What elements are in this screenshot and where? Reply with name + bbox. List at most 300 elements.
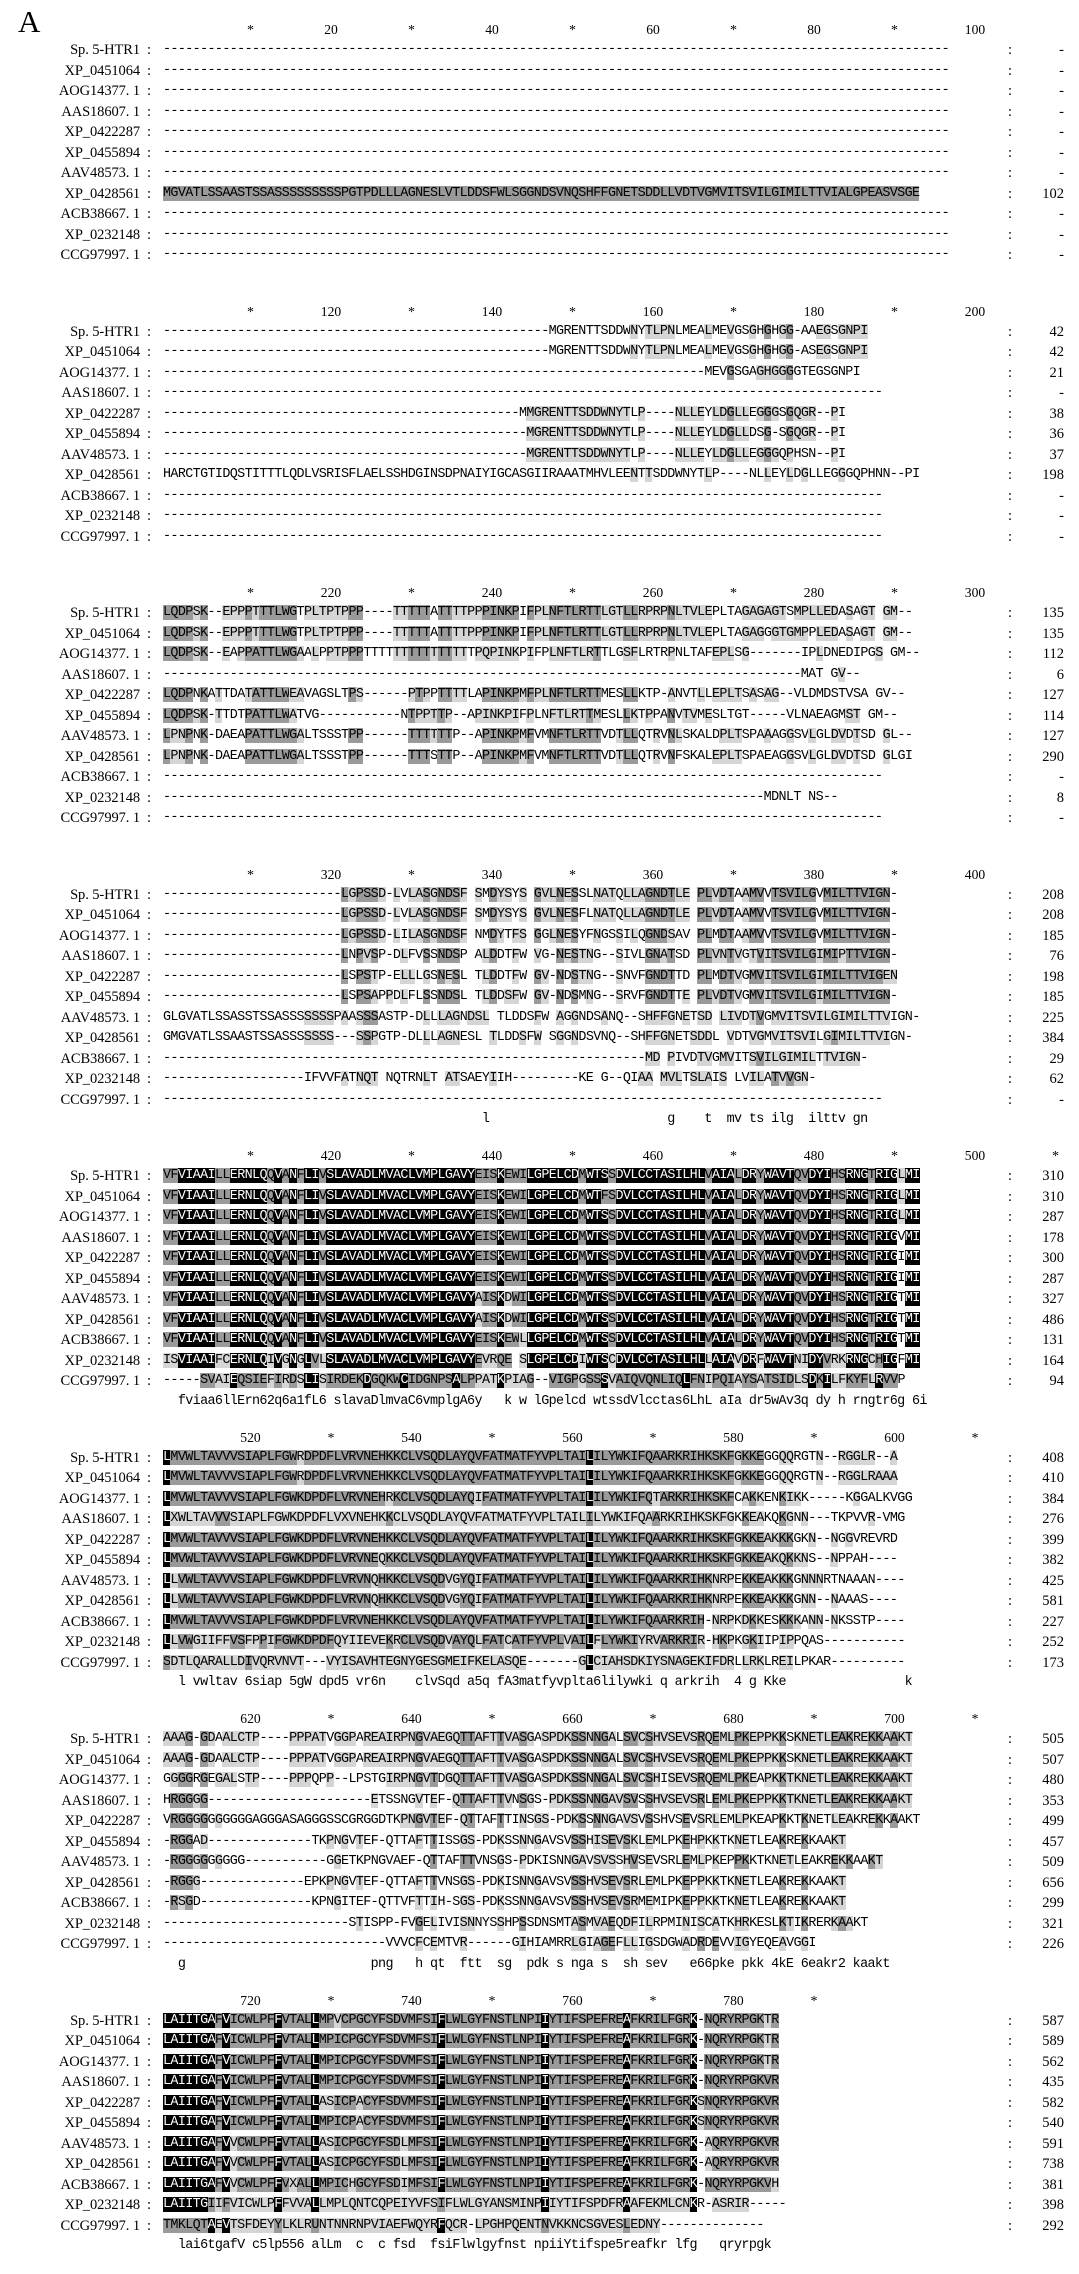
alignment-row (0, 1049, 1079, 1070)
row-separator-left: : (147, 1332, 152, 1348)
row-separator-left: : (147, 1229, 152, 1246)
sequence-residues: ---------------------------------------------------------------------------------------------------------- (163, 247, 950, 262)
row-separator-left: : (147, 1291, 152, 1307)
alignment-row (0, 1310, 1079, 1331)
row-separator-left: : (147, 1634, 152, 1650)
alignment-row (0, 644, 1079, 665)
residue-position-number: 738 (1042, 2156, 1064, 2172)
row-separator-left: : (147, 385, 152, 401)
row-separator-right: : (1008, 1915, 1013, 1932)
position-ruler (0, 22, 1079, 40)
ruler-tick-number: 600 (884, 1429, 905, 1445)
residue-position-number: 384 (1042, 1030, 1064, 1046)
consensus-spacer (0, 266, 1079, 286)
sequence-label: XP_0422287 (64, 405, 140, 422)
sequence-label: XP_0422287 (64, 968, 140, 985)
residue-position-number: - (1059, 385, 1064, 401)
residue-position-number: 505 (1042, 1731, 1064, 1747)
sequence-label: CCG97997. 1 (60, 2217, 140, 2234)
ruler-tick-star: * (891, 586, 898, 601)
row-separator-left: : (147, 1915, 152, 1932)
row-separator-right: : (1008, 1490, 1013, 1507)
sequence-label: ACB38667. 1 (60, 1613, 140, 1630)
alignment-row (0, 1591, 1079, 1612)
residue-position-number: 656 (1042, 1874, 1064, 1891)
position-ruler (0, 585, 1079, 603)
ruler-tick-star: * (810, 1430, 818, 1446)
ruler-tick-number: 260 (642, 585, 664, 600)
sequence-residues: ------------------------LSPSTP-ELLLGSNESL TLDDTFW GV-NDSTNG--SNVFGNDTTD PLMDTVGMVITSVILGIMILTTVIGEN (163, 968, 898, 984)
residue-position-number: 185 (1042, 927, 1064, 944)
ruler-tick-star: * (971, 1712, 979, 1727)
alignment-row (0, 706, 1079, 727)
residue-position-number: 36 (1049, 426, 1064, 442)
row-separator-right: : (1008, 605, 1013, 621)
row-separator-right: : (1008, 1813, 1013, 1829)
row-separator-left: : (147, 124, 152, 140)
ruler-tick-star: * (569, 304, 576, 320)
row-separator-right: : (1008, 1751, 1013, 1768)
alignment-row (0, 767, 1079, 788)
sequence-residues: ---------------------------------------------------------------------------------------------------------- (163, 83, 950, 98)
row-separator-left: : (147, 2115, 152, 2131)
alignment-row (0, 946, 1079, 967)
alignment-row (0, 885, 1079, 906)
residue-position-number: 300 (1042, 1250, 1064, 1266)
alignment-row (0, 1207, 1079, 1228)
row-separator-left: : (147, 426, 152, 442)
row-separator-left: : (147, 605, 152, 621)
alignment-block (0, 304, 1079, 568)
alignment-row (0, 102, 1079, 123)
alignment-row (0, 404, 1079, 425)
ruler-tick-star: * (810, 1712, 818, 1727)
row-separator-left: : (147, 446, 152, 463)
row-separator-left: : (147, 2176, 152, 2193)
ruler-tick-number: 200 (964, 303, 986, 319)
sequence-label: XP_0232148 (64, 226, 140, 243)
alignment-row (0, 665, 1079, 686)
sequence-label: XP_0422287 (64, 1813, 140, 1829)
row-separator-left: : (147, 62, 152, 79)
residue-position-number: 127 (1042, 728, 1064, 744)
residue-position-number: - (1059, 144, 1064, 161)
sequence-residues: ----------------------------------------------------MGRENTTSDDWNYTLPNLMEALMEVGSGHGHGG-AAEGSGNPI (163, 323, 868, 339)
sequence-label: ACB38667. 1 (60, 1050, 140, 1067)
row-separator-left: : (147, 1071, 152, 1087)
row-separator-left: : (147, 1593, 152, 1609)
alignment-row (0, 2134, 1079, 2155)
row-separator-right: : (1008, 2115, 1013, 2131)
row-separator-right: : (1008, 426, 1013, 442)
sequence-residues: VFVIAAILLERNLQQVANFLIVSLAVADLMVACLVMPLGAVYAISKDWILGPELCDMWTSSDVLCCTASILHLVAIALDRYWAVTQVDYIHSRNGTRIGTMI (163, 1291, 920, 1306)
sequence-label: XP_0422287 (64, 687, 140, 703)
row-separator-left: : (147, 1731, 152, 1747)
row-separator-right: : (1008, 1071, 1013, 1087)
ruler-tick-star: * (730, 304, 737, 320)
sequence-residues: ------------------------------------------------------------------------------------------------- (163, 385, 883, 400)
residue-position-number: 290 (1042, 748, 1064, 765)
ruler-tick-number: 460 (642, 1148, 664, 1163)
residue-position-number: 208 (1042, 907, 1064, 923)
alignment-row (0, 2175, 1079, 2196)
sequence-residues: GLGVATLSSASSTSSASSSSSSSPAASSSASTP-DLLLAGNDSL TLDDSFW AGGNDSANQ--SHFFGNETSD LIVDTVGMVITSVILGIMILTTVIGN- (163, 1009, 920, 1025)
row-separator-right: : (1008, 1209, 1013, 1225)
alignment-row (0, 81, 1079, 102)
position-ruler (0, 867, 1079, 885)
sequence-residues: GMGVATLSSAASTSSASSSSSSS---SSPGTP-DLLLAGNESL TLDDSFW SGGNDSVNQ--SHFFGNETSDDL VDTVGMVITSVILGIMILTTVIGN- (163, 1030, 913, 1045)
ruler-tick-number: 240 (481, 585, 503, 600)
row-separator-right: : (1008, 2217, 1013, 2234)
sequence-label: CCG97997. 1 (60, 810, 140, 826)
alignment-row (0, 1550, 1079, 1571)
row-separator-left: : (147, 1091, 152, 1108)
sequence-label: Sp. 5-HTR1 (70, 323, 140, 340)
panel-label: A (18, 4, 41, 39)
sequence-label: AAS18607. 1 (61, 1792, 140, 1809)
residue-position-number: 327 (1042, 1291, 1064, 1307)
row-separator-left: : (147, 1188, 152, 1205)
sequence-label: XP_0232148 (64, 1915, 140, 1932)
sequence-label: AAS18607. 1 (61, 2074, 140, 2090)
ruler-tick-star: * (649, 1430, 657, 1446)
row-separator-left: : (147, 1792, 152, 1809)
row-separator-left: : (147, 646, 152, 662)
row-separator-left: : (147, 927, 152, 944)
sequence-residues: ---------------------------------------------------------------------------------------------------------- (163, 226, 950, 242)
ruler-tick-star: * (891, 867, 898, 883)
ruler-tick-star: * (649, 1993, 657, 2009)
row-separator-left: : (147, 1751, 152, 1768)
row-separator-right: : (1008, 1030, 1013, 1046)
row-separator-left: : (147, 687, 152, 703)
sequence-residues: LPNPNK-DAEAPATTLWGALTSSSTPP------TTTTTTP--APINKPMFVMNFTLRTTVDTLLQTRVNLSKALDPLTSPAAAGGSVLGLDVDTSD GL-- (163, 728, 913, 743)
position-ruler (0, 304, 1079, 322)
ruler-tick-number: 480 (803, 1148, 825, 1163)
sequence-residues: AAAG-GDAALCTP----PPPATVGGPAREAIRPNGVAEGQTTAFTTVASGASPDKSSNNGALSVCSHVSEVSRQEMLPKEPPKKSKNETLEAKREKKAAKT (163, 1751, 913, 1767)
row-separator-right: : (1008, 165, 1013, 181)
sequence-label: XP_0428561 (64, 1311, 140, 1328)
ruler-tick-number: 400 (964, 866, 986, 882)
alignment-row (0, 61, 1079, 82)
ruler-tick-star: * (569, 23, 576, 38)
sequence-label: XP_0451064 (64, 1470, 140, 1486)
consensus-spacer (0, 829, 1079, 849)
sequence-label: AAV48573. 1 (60, 1291, 140, 1307)
ruler-tick-number: 520 (240, 1429, 261, 1445)
alignment-block (0, 867, 1079, 1131)
consensus-sequence: lai6tgafV c5lp556 alLm c c fsd fsiFlwlgyfnst npiiYtifspe5reafkr lfg qryrpgk (163, 2238, 772, 2253)
consensus-row (0, 2236, 1079, 2256)
row-separator-right: : (1008, 405, 1013, 422)
row-separator-right: : (1008, 1449, 1013, 1466)
ruler-tick-number: 380 (803, 866, 825, 882)
row-separator-right: : (1008, 748, 1013, 765)
row-separator-right: : (1008, 124, 1013, 140)
sequence-label: XP_0422287 (64, 124, 140, 140)
sequence-label: AAV48573. 1 (60, 2135, 140, 2152)
residue-position-number: 37 (1049, 446, 1064, 463)
sequence-residues: ------------------------LSPSAPPDLFLSSNDSL TLDDSFW GV-NDSMNG--SRVFGNDTTE PLVDTVGMVITSVILGIMILTTVIGN- (163, 989, 898, 1004)
alignment-row (0, 1351, 1079, 1372)
alignment-row (0, 1090, 1079, 1111)
row-separator-left: : (147, 2033, 152, 2049)
residue-position-number: 382 (1042, 1552, 1064, 1568)
alignment-row (0, 1612, 1079, 1633)
alignment-row (0, 1811, 1079, 1832)
row-separator-right: : (1008, 1792, 1013, 1809)
position-ruler (0, 1430, 1079, 1448)
row-separator-right: : (1008, 1050, 1013, 1067)
ruler-tick-number: 620 (240, 1711, 261, 1726)
sequence-label: AAV48573. 1 (60, 1009, 140, 1026)
ruler-tick-number: 280 (803, 585, 825, 600)
sequence-label: AAV48573. 1 (60, 165, 140, 181)
residue-position-number: 29 (1049, 1050, 1064, 1067)
ruler-tick-star: * (891, 304, 898, 320)
sequence-residues: ------------------------LGPSSD-LILASGNDSF NMDYTFS GGLNESYFNGSSILQGNDSAV PLMDTAAMVVTSVILGVMILTTVIGN- (163, 927, 898, 943)
row-separator-right: : (1008, 646, 1013, 662)
residue-position-number: - (1059, 42, 1064, 58)
residue-position-number: 589 (1042, 2033, 1064, 2049)
sequence-label: ACB38667. 1 (60, 769, 140, 785)
row-separator-left: : (147, 1613, 152, 1630)
residue-position-number: 287 (1042, 1270, 1064, 1287)
row-separator-left: : (147, 989, 152, 1005)
sequence-label: AOG14377. 1 (58, 927, 140, 944)
ruler-tick-star: * (1052, 1149, 1059, 1164)
row-separator-right: : (1008, 1634, 1013, 1650)
sequence-residues: GGGGRGEGALSTP----PPPQPP--LPSTGIRPNGVTDGQTTAFTTVASGASPDKSSNNGALSVCSHISEVSRQEMLPKEAPKKTKNETLEAKREKKAAKT (163, 1772, 913, 1787)
ruler-tick-number: 120 (320, 303, 342, 319)
consensus-row (0, 1955, 1079, 1975)
sequence-label: AOG14377. 1 (58, 364, 140, 381)
alignment-row (0, 1632, 1079, 1653)
sequence-residues: ------------------------LGPSSD-LVLASGNDSF SMDYSYS GVLNESFLNATQLLAGNDTLE PLVDTAAMVVTSVILGVMILTTVIGN- (163, 907, 898, 922)
sequence-label: CCG97997. 1 (60, 1373, 140, 1389)
row-separator-right: : (1008, 2012, 1013, 2029)
ruler-tick-number: 320 (320, 866, 342, 882)
row-separator-right: : (1008, 927, 1013, 944)
row-separator-right: : (1008, 364, 1013, 381)
row-separator-left: : (147, 2053, 152, 2070)
alignment-row (0, 1028, 1079, 1049)
sequence-residues: ---------------------------------------------------------------------------------------------------------- (163, 42, 950, 57)
residue-position-number: 480 (1042, 1772, 1064, 1788)
sequence-label: ACB38667. 1 (60, 2176, 140, 2193)
sequence-residues: LMVWLTAVVVSIAPLFGWKDPDFLVRVNEHRKCLVSQDLAYQIFATMATFYVPLTAILILYWKIFQTARKRIHKSKFCAKKENKIKK-----KGGALKVGG (163, 1490, 913, 1506)
residue-position-number: - (1059, 83, 1064, 99)
sequence-label: ACB38667. 1 (60, 1895, 140, 1911)
row-separator-left: : (147, 1009, 152, 1026)
sequence-residues: ------------------------------------------------------------------------------------------------- (163, 487, 883, 503)
sequence-residues: HARCTGTIDQSTITTTLQDLVSRISFLAELSSHDGINSDPNAIYIGCASGIIRAAATMHVLEENTTSDDWNYTLP----NLLEYLDGLLEGGGQPHNN--PI (163, 467, 920, 482)
sequence-residues: LMVWLTAVVVSIAPLFGWKDPDFLVRVNEQKKCLVSQDLAYQVFATMATFYVPLTAILILYWKIFQAARKRIHKSKFGKKEAKQKKNS--NPPAH---- (163, 1552, 898, 1567)
row-separator-left: : (147, 968, 152, 985)
sequence-label: Sp. 5-HTR1 (70, 1731, 140, 1747)
alignment-row (0, 1571, 1079, 1592)
alignment-block (0, 1993, 1079, 2257)
alignment-row (0, 624, 1079, 645)
residue-position-number: 276 (1042, 1511, 1064, 1527)
residue-position-number: 208 (1042, 886, 1064, 903)
row-separator-left: : (147, 467, 152, 483)
residue-position-number: 425 (1042, 1572, 1064, 1589)
sequence-residues: --------------------------------------------------------------------------------------MAT GV-- (163, 666, 861, 682)
row-separator-left: : (147, 144, 152, 161)
sequence-label: XP_0455894 (64, 1552, 140, 1568)
residue-position-number: 591 (1042, 2135, 1064, 2152)
row-separator-right: : (1008, 1731, 1013, 1747)
row-separator-left: : (147, 748, 152, 765)
sequence-residues: VFVIAAILLERNLQQVANFLIVSLAVADLMVACLVMPLGAVYEISKEWILGPELCDMWTSSDVLCCTASILHLVAIALDRYWAVTQVDYIHSRNGTRIGIMI (163, 1250, 920, 1265)
row-separator-left: : (147, 1352, 152, 1369)
alignment-row (0, 2113, 1079, 2134)
sequence-label: XP_0428561 (64, 2156, 140, 2172)
sequence-residues: VFVIAAILLERNLQQVANFLIVSLAVADLMVACLVMPLGAVYAISKDWILGPELCDMWTSSDVLCCTASILHLVAIALDRYWAVTQVDYIHSRNGTRIGTMI (163, 1311, 920, 1327)
residue-position-number: 178 (1042, 1229, 1064, 1246)
sequence-label: Sp. 5-HTR1 (70, 605, 140, 621)
alignment-row (0, 527, 1079, 548)
sequence-label: XP_0232148 (64, 508, 140, 524)
row-separator-left: : (147, 206, 152, 222)
sequence-label: CCG97997. 1 (60, 1654, 140, 1671)
row-separator-right: : (1008, 446, 1013, 463)
sequence-residues: ------------------------------------------------------------------------------------------------- (163, 528, 883, 544)
ruler-tick-star: * (327, 1712, 335, 1727)
sequence-label: XP_0451064 (64, 344, 140, 360)
residue-position-number: - (1059, 508, 1064, 524)
row-separator-right: : (1008, 1229, 1013, 1246)
residue-position-number: 457 (1042, 1833, 1064, 1850)
row-separator-right: : (1008, 789, 1013, 806)
alignment-row (0, 685, 1079, 706)
ruler-tick-number: 160 (642, 303, 664, 319)
row-separator-right: : (1008, 810, 1013, 826)
sequence-residues: LMVWLTAVVVSIAPLFGWKDPDFLVRVNEHKKCLVSQDLAYQVFATMATFYVPLTAILILYWKIFQAARKRIH-NRPKDKKESKKKANN-NKSSTP---- (163, 1613, 905, 1629)
row-separator-left: : (147, 42, 152, 58)
ruler-tick-star: * (247, 23, 254, 38)
row-separator-right: : (1008, 2033, 1013, 2049)
alignment-row (0, 2154, 1079, 2175)
sequence-residues: LAIITGAFVICWLPFFVTALLMPICPGCYFSDVMFSIFLWLGYFNSTLNPIIYTIFSPEFREAFKRILFGRK-NQRYRPGKTR (163, 2033, 779, 2048)
row-separator-left: : (147, 769, 152, 785)
alignment-row (0, 163, 1079, 184)
sequence-residues: AAAG-GDAALCTP----PPPATVGGPAREAIRPNGVAEGQTTAFTTVASGASPDKSSNNGALSVCSHVSEVSRQEMLPKEPPKKSKNETLEAKREKKAAKT (163, 1731, 913, 1746)
consensus-spacer (0, 547, 1079, 567)
alignment-row (0, 184, 1079, 205)
row-separator-right: : (1008, 508, 1013, 524)
sequence-label: XP_0451064 (64, 62, 140, 79)
sequence-label: XP_0232148 (64, 1352, 140, 1369)
row-separator-left: : (147, 1373, 152, 1389)
sequence-label: XP_0232148 (64, 1071, 140, 1087)
sequence-residues: LMVWLTAVVVSIAPLFGWKDPDFLVRVNEHKKCLVSQDLAYQVFATMATFYVPLTAILILYWKIFQAARKRIHKSKFGKKEAKKKGKN--NGGVREVRD (163, 1531, 898, 1547)
alignment-row (0, 506, 1079, 527)
alignment-row (0, 905, 1079, 926)
residue-position-number: 353 (1042, 1792, 1064, 1809)
residue-position-number: - (1059, 1091, 1064, 1108)
row-separator-right: : (1008, 344, 1013, 360)
row-separator-left: : (147, 83, 152, 99)
alignment-row (0, 747, 1079, 768)
residue-position-number: 173 (1042, 1654, 1064, 1671)
alignment-row (0, 808, 1079, 829)
sequence-label: XP_0232148 (64, 789, 140, 806)
row-separator-left: : (147, 728, 152, 744)
sequence-residues: LAIITGAFVICWLPFFVTALLMPICPGCYFSDVMFSIFLWLGYFNSTLNPIIYTIFSPEFREAFKRILFGRK-NQRYRPGKVR (163, 2074, 779, 2089)
sequence-label: Sp. 5-HTR1 (70, 886, 140, 903)
row-separator-right: : (1008, 1511, 1013, 1527)
sequence-label: XP_0422287 (64, 1250, 140, 1266)
alignment-row (0, 342, 1079, 363)
consensus-sequence: g png h qt ftt sg pdk s nga s sh sev e66pke pkk 4kE 6eakr2 kaakt (163, 1956, 890, 1972)
sequence-residues: LQDPSK-TTDTPATTLWATVG-----------NTPPTTP--APINKPIFPLNFTLRTTMESLLKTPPANVTVMESLTGT-----VLNAEAGMST GM-- (163, 707, 898, 723)
alignment-block (0, 1148, 1079, 1412)
row-separator-left: : (147, 103, 152, 120)
sequence-label: XP_0428561 (64, 1874, 140, 1891)
ruler-tick-star: * (891, 1149, 898, 1164)
sequence-residues: VFVIAAILLERNLQQVANFLIVSLAVADLMVACLVMPLGAVYEISKEWILGPELCDMWTSSDVLCCTASILHLVAIALDRYWAVTQVDYIHSRNGTRIGIMI (163, 1270, 920, 1286)
consensus-row (0, 1392, 1079, 1412)
sequence-label: XP_0451064 (64, 907, 140, 923)
sequence-residues: -RGGAD--------------TKPNGVTEF-QTTAFTTISSGS-PDKSSNNGAVSVSSHISEVSKLEMLPKEHPKKTKNETLEAKREKKAAKT (163, 1833, 846, 1849)
alignment-block (0, 22, 1079, 286)
sequence-residues: VFVIAAILLERNLQQVANFLIVSLAVADLMVACLVMPLGAVYEISKEWILGPELCDMWTSSDVLCCTASILHLVAIALDRYWAVTQVDYIHSRNGTRIGLMI (163, 1209, 920, 1224)
sequence-residues: LQDPSK--EAPPATTLWGAALPPTPPPTTTTTTTTTTTTTTTPQPINKPIFPLNFTLRTTLGSFLRTRPNLTAFEPLSG-------IPLDNEDIPGS GM-- (163, 646, 920, 661)
sequence-label: XP_0451064 (64, 1188, 140, 1205)
residue-position-number: 102 (1042, 185, 1064, 202)
sequence-label: XP_0455894 (64, 144, 140, 161)
row-separator-left: : (147, 1030, 152, 1046)
sequence-label: XP_0455894 (64, 989, 140, 1005)
alignment-row (0, 1069, 1079, 1090)
ruler-tick-number: 60 (646, 22, 660, 37)
row-separator-left: : (147, 247, 152, 263)
row-separator-left: : (147, 907, 152, 923)
sequence-residues: ----------------------------------------------------MGRENTTSDDWNYTLPNLMEALMEVGSGHGHGG-ASEGSGNPI (163, 344, 868, 359)
row-separator-left: : (147, 323, 152, 340)
sequence-residues: -------------------------------------------------MGRENTTSDDWNYTLP----NLLEYLDGLLDSG-SGQGR--PI (163, 426, 846, 441)
row-separator-right: : (1008, 323, 1013, 340)
row-separator-right: : (1008, 528, 1013, 545)
ruler-tick-number: 660 (562, 1711, 583, 1726)
sequence-label: XP_0428561 (64, 185, 140, 202)
row-separator-right: : (1008, 625, 1013, 642)
alignment-row (0, 1832, 1079, 1853)
residue-position-number: 509 (1042, 1854, 1064, 1870)
ruler-tick-number: 700 (884, 1711, 905, 1726)
sequence-residues: VRGGGGGGGGGGAGGGASAGGGSSCGRGGDTKPNGVTEF-QTTAFTTINSGS-PDKSSNNGAVSVSSHVSEVSRLEMLPKEAPKKTKNETLEAKREKKAAKT (163, 1813, 920, 1828)
alignment-row (0, 1770, 1079, 1791)
residue-position-number: 226 (1042, 1936, 1064, 1952)
alignment-row (0, 2093, 1079, 2114)
row-separator-right: : (1008, 989, 1013, 1005)
row-separator-right: : (1008, 247, 1013, 263)
ruler-tick-star: * (730, 586, 737, 601)
alignment-row (0, 2072, 1079, 2093)
row-separator-right: : (1008, 1311, 1013, 1328)
row-separator-left: : (147, 405, 152, 422)
ruler-tick-number: 680 (723, 1711, 744, 1726)
residue-position-number: 135 (1042, 605, 1064, 621)
sequence-residues: LLVWGIIFFVSFPPIFGWKDPDFQYIIEVEKRCLVSQDVAYQLFATCATFYVPLVAILFLYWKIYRVARKRIR-HKPKGKIIPIPPQAS----------- (163, 1634, 905, 1649)
sequence-residues: LMVWLTAVVVSIAPLFGWRDPDFLVRVNEHKKCLVSQDLAYQVFATMATFYVPLTAILILYWKIFQAARKRIHKSKFGKKEGGQQRGTN--RGGLRAAA (163, 1470, 898, 1485)
row-separator-left: : (147, 344, 152, 360)
residue-position-number: 540 (1042, 2115, 1064, 2131)
residue-position-number: 562 (1042, 2053, 1064, 2070)
row-separator-right: : (1008, 968, 1013, 985)
